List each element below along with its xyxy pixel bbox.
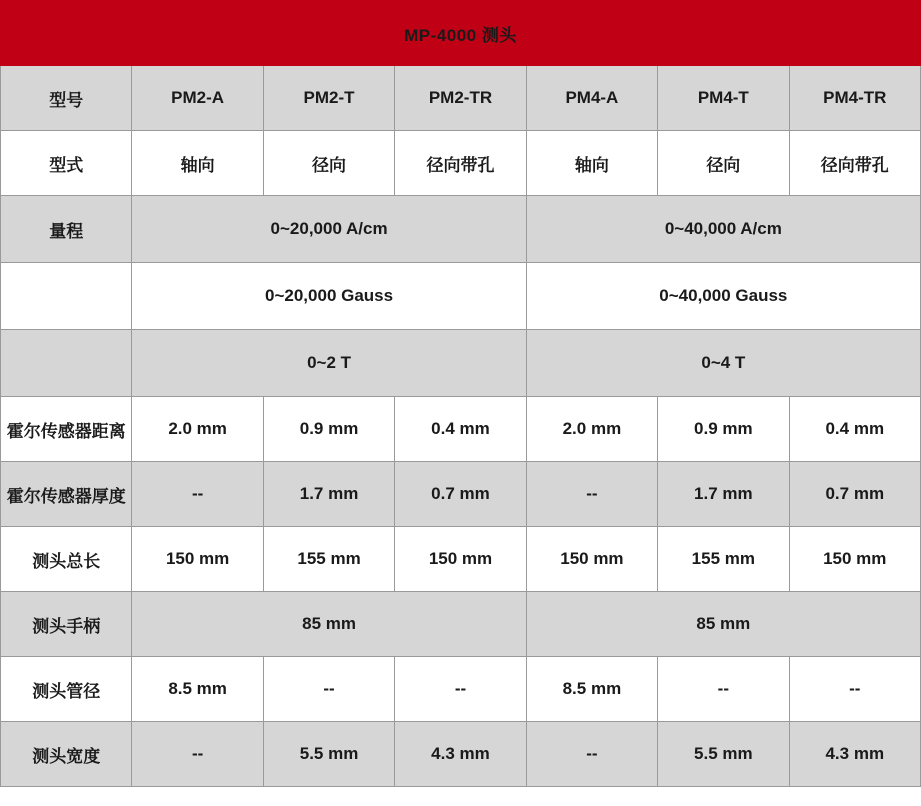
cell-probe-length-pm2a: 150 mm [132, 527, 263, 592]
row-label-hall-thickness: 霍尔传感器厚度 [1, 462, 132, 527]
cell-range-pm2-acm: 0~20,000 A/cm [132, 196, 526, 263]
cell-model-pm4t: PM4-T [658, 66, 789, 131]
cell-hall-thickness-pm2tr: 0.7 mm [395, 462, 526, 527]
cell-probe-length-pm4tr: 150 mm [789, 527, 920, 592]
cell-hall-thickness-pm2a: -- [132, 462, 263, 527]
cell-type-pm2t: 径向 [263, 131, 394, 196]
row-label-model: 型号 [1, 66, 132, 131]
row-label-probe-width: 测头宽度 [1, 722, 132, 787]
cell-hall-thickness-pm4t: 1.7 mm [658, 462, 789, 527]
cell-hall-thickness-pm4a: -- [526, 462, 657, 527]
cell-probe-width-pm4tr: 4.3 mm [789, 722, 920, 787]
cell-type-pm2tr: 径向带孔 [395, 131, 526, 196]
table-row-hall-distance [1, 397, 921, 462]
cell-model-pm2tr: PM2-TR [395, 66, 526, 131]
cell-hall-distance-pm4a: 2.0 mm [526, 397, 657, 462]
cell-type-pm4tr: 径向带孔 [789, 131, 920, 196]
cell-hall-distance-pm4t: 0.9 mm [658, 397, 789, 462]
cell-probe-width-pm4a: -- [526, 722, 657, 787]
cell-probe-length-pm4t: 155 mm [658, 527, 789, 592]
cell-range-pm4-acm: 0~40,000 A/cm [526, 196, 920, 263]
cell-probe-length-pm4a: 150 mm [526, 527, 657, 592]
cell-probe-width-pm2tr: 4.3 mm [395, 722, 526, 787]
cell-probe-length-pm2t: 155 mm [263, 527, 394, 592]
cell-type-pm2a: 轴向 [132, 131, 263, 196]
table-row-probe-width [1, 722, 921, 787]
row-label-range-gauss [1, 263, 132, 330]
cell-range-pm2-tesla: 0~2 T [132, 330, 526, 397]
cell-range-pm4-gauss: 0~40,000 Gauss [526, 263, 920, 330]
table-row-type [1, 131, 921, 196]
table-row-tube-diameter [1, 657, 921, 722]
cell-probe-width-pm2a: -- [132, 722, 263, 787]
cell-tube-diameter-pm4tr: -- [789, 657, 920, 722]
cell-tube-diameter-pm2tr: -- [395, 657, 526, 722]
cell-range-pm4-tesla: 0~4 T [526, 330, 920, 397]
cell-model-pm2a: PM2-A [132, 66, 263, 131]
cell-tube-diameter-pm4a: 8.5 mm [526, 657, 657, 722]
cell-hall-distance-pm2a: 2.0 mm [132, 397, 263, 462]
page-title: MP-4000 测头 [1, 1, 921, 66]
cell-model-pm4tr: PM4-TR [789, 66, 920, 131]
cell-hall-thickness-pm2t: 1.7 mm [263, 462, 394, 527]
cell-type-pm4a: 轴向 [526, 131, 657, 196]
row-label-range: 量程 [1, 196, 132, 263]
table-row-handle [1, 592, 921, 657]
title-row [1, 1, 921, 66]
cell-hall-thickness-pm4tr: 0.7 mm [789, 462, 920, 527]
cell-tube-diameter-pm2a: 8.5 mm [132, 657, 263, 722]
cell-hall-distance-pm4tr: 0.4 mm [789, 397, 920, 462]
cell-tube-diameter-pm4t: -- [658, 657, 789, 722]
table-row-hall-thickness [1, 462, 921, 527]
cell-tube-diameter-pm2t: -- [263, 657, 394, 722]
cell-model-pm4a: PM4-A [526, 66, 657, 131]
row-label-tube-diameter: 测头管径 [1, 657, 132, 722]
table-row-probe-length [1, 527, 921, 592]
row-label-probe-length: 测头总长 [1, 527, 132, 592]
cell-hall-distance-pm2tr: 0.4 mm [395, 397, 526, 462]
cell-type-pm4t: 径向 [658, 131, 789, 196]
row-label-handle: 测头手柄 [1, 592, 132, 657]
row-label-hall-distance: 霍尔传感器距离 [1, 397, 132, 462]
row-label-type: 型式 [1, 131, 132, 196]
table-row-range-gauss [1, 263, 921, 330]
row-label-range-tesla [1, 330, 132, 397]
table-row-range-acm [1, 196, 921, 263]
cell-handle-pm2: 85 mm [132, 592, 526, 657]
cell-range-pm2-gauss: 0~20,000 Gauss [132, 263, 526, 330]
cell-hall-distance-pm2t: 0.9 mm [263, 397, 394, 462]
cell-model-pm2t: PM2-T [263, 66, 394, 131]
table-row-model [1, 66, 921, 131]
cell-probe-width-pm2t: 5.5 mm [263, 722, 394, 787]
table-row-range-tesla [1, 330, 921, 397]
cell-handle-pm4: 85 mm [526, 592, 920, 657]
cell-probe-length-pm2tr: 150 mm [395, 527, 526, 592]
cell-probe-width-pm4t: 5.5 mm [658, 722, 789, 787]
